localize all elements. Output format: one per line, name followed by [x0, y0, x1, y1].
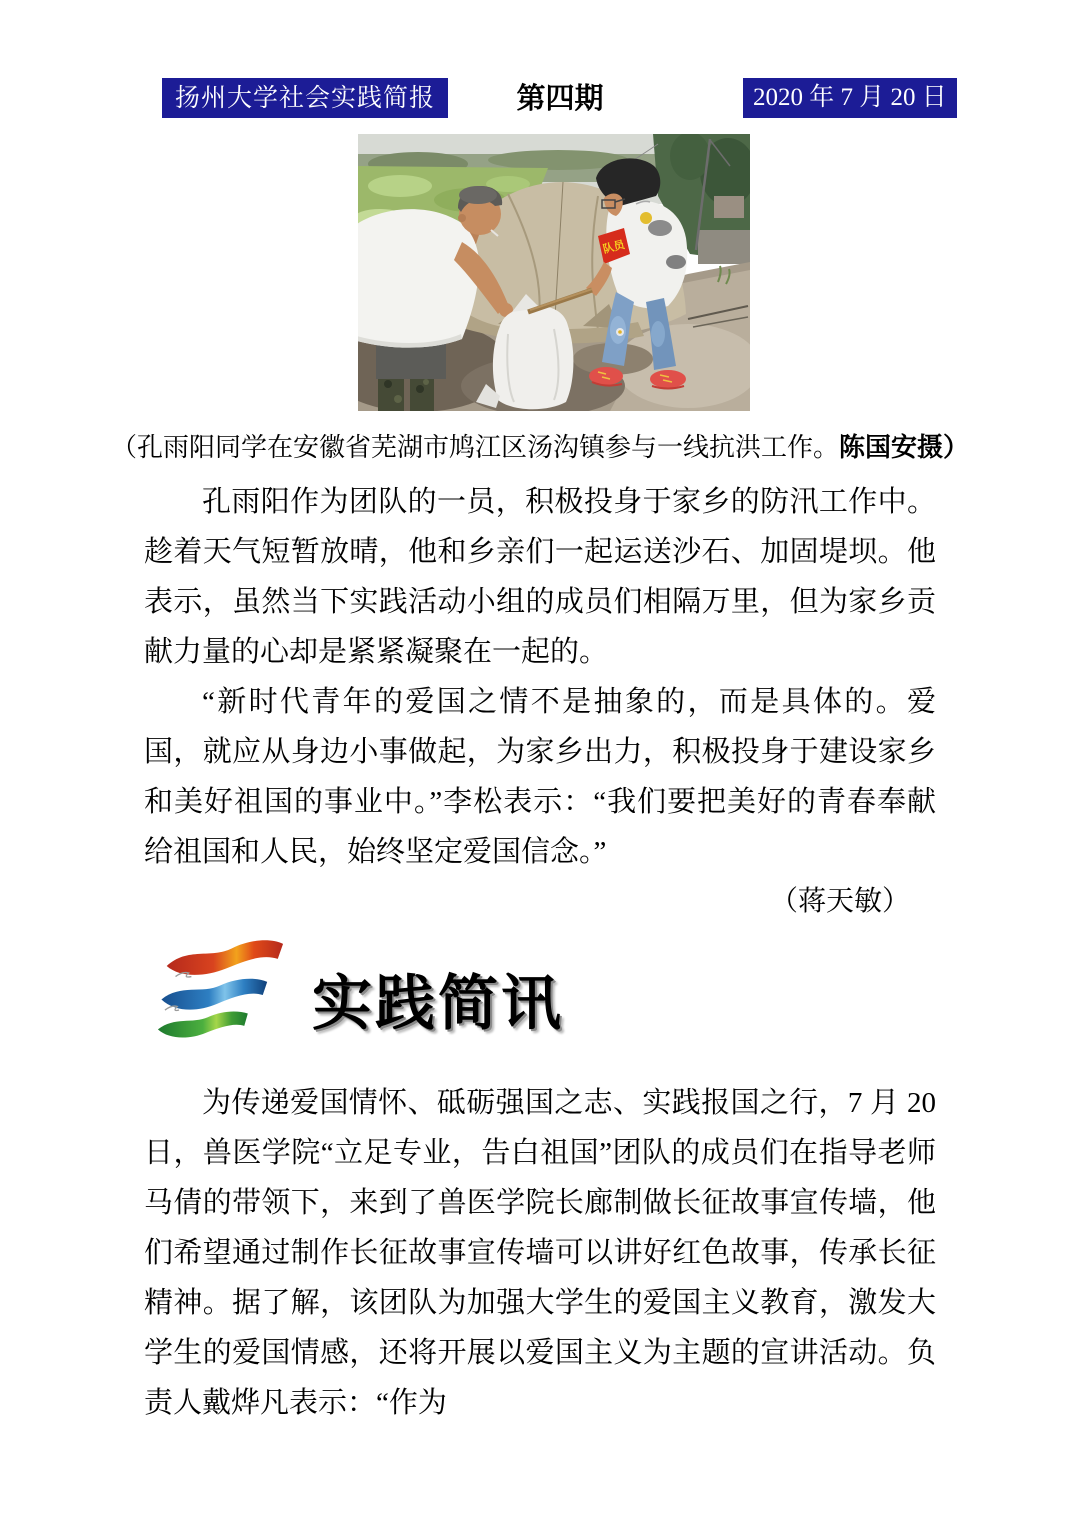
- armband-text: 队员: [601, 238, 627, 256]
- article-paragraph-1: 孔雨阳作为团队的一员，积极投身于家乡的防汛工作中。趁着天气短暂放晴，他和乡亲们一起运送沙石、加固堤坝。他表示，虽然当下实践活动小组的成员们相隔万里，但为家乡贡献力量的心却是紧紧凝聚在一起的。: [144, 486, 936, 668]
- villager-white-shirt: [358, 209, 479, 348]
- section-logo-text: 实践简讯: [312, 970, 564, 1037]
- flag-ribbons-icon: [150, 936, 298, 1040]
- article-byline: （蒋天敏）: [769, 886, 910, 917]
- date-box: 2020 年 7 月 20 日: [743, 78, 957, 118]
- flood-work-photo-illustration: [358, 134, 750, 411]
- article-paragraph-2: “新时代青年的爱国之情不是抽象的，而是具体的。爱国，就应从身边小事做起，为家乡出力，积极投身于建设家乡和美好祖国的事业中。”李松表示：“我们要把美好的青春奉献给祖国和人民，始终坚定爱国信念。”: [144, 686, 936, 868]
- photo-caption: [0, 430, 1080, 466]
- article-body: [144, 477, 936, 927]
- caption-photographer: 陈国安摄）: [839, 433, 970, 462]
- sandbag-sack: [493, 306, 574, 410]
- section-logo: [150, 936, 564, 1040]
- issue-number: 第四期: [516, 83, 604, 115]
- closing-paragraph: 为传递爱国情怀、砥砺强国之志、实践报国之行，7 月 20 日，兽医学院“立足专业，告白祖国”团队的成员们在指导老师马倩的带领下，来到了兽医学院长廊制做长征故事宣传墙，他们希望通过制作长征故事宣传墙可以讲好红色故事，传承长征精神。据了解，该团队为加强大学生的爱国主义教育，激发大学生的爱国情感，还将开展以爱国主义为主题的宣讲活动。负责人戴烨凡表示：“作为: [144, 1087, 936, 1419]
- caption-text: （孔雨阳同学在安徽省芜湖市鸠江区汤沟镇参与一线抗洪工作。: [110, 433, 839, 462]
- flood-work-photo: [358, 134, 750, 411]
- closing-section: [144, 1078, 936, 1428]
- newsletter-title-box: 扬州大学社会实践简报: [162, 78, 448, 118]
- villager-camo-boot: [378, 374, 404, 411]
